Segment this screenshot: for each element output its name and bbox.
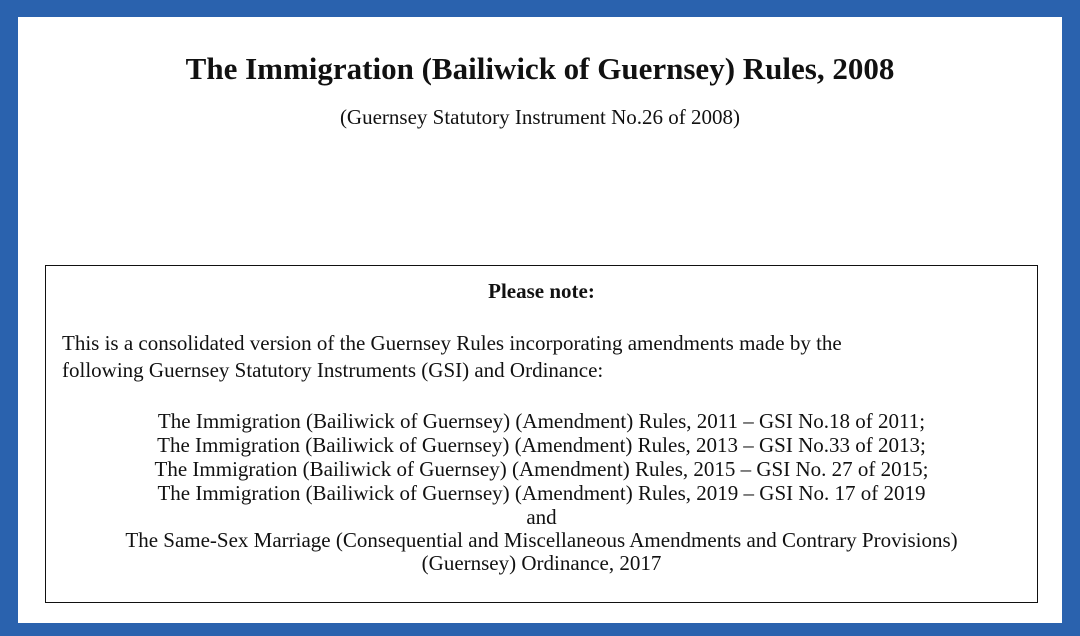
note-intro-line: following Guernsey Statutory Instruments (GSI) and Ordinance: [62, 358, 604, 382]
ordinance-line: The Same-Sex Marriage (Consequential and Miscellaneous Amendments and Contrary Provisions) [125, 528, 958, 552]
amendment-item: The Immigration (Bailiwick of Guernsey) (Amendment) Rules, 2015 – GSI No. 27 of 2015; [154, 457, 929, 481]
document-subtitle: (Guernsey Statutory Instrument No.26 of 2008) [339, 105, 741, 129]
note-heading: Please note: [488, 279, 595, 303]
conjunction-text: and [526, 505, 557, 529]
amendment-item: The Immigration (Bailiwick of Guernsey) (Amendment) Rules, 2019 – GSI No. 17 of 2019 [157, 481, 926, 505]
note-intro [62, 330, 997, 384]
document-page [18, 17, 1062, 623]
amendment-item: The Immigration (Bailiwick of Guernsey) (Amendment) Rules, 2011 – GSI No.18 of 2011; [157, 409, 926, 433]
ordinance-line: (Guernsey) Ordinance, 2017 [421, 551, 662, 575]
amendment-list [46, 409, 1037, 575]
note-intro-line: This is a consolidated version of the Guernsey Rules incorporating amendments made by the [62, 331, 842, 355]
please-note-box [45, 265, 1038, 603]
document-title: The Immigration (Bailiwick of Guernsey) Rules, 2008 [185, 51, 895, 86]
amendment-item: The Immigration (Bailiwick of Guernsey) (Amendment) Rules, 2013 – GSI No.33 of 2013; [157, 433, 926, 457]
